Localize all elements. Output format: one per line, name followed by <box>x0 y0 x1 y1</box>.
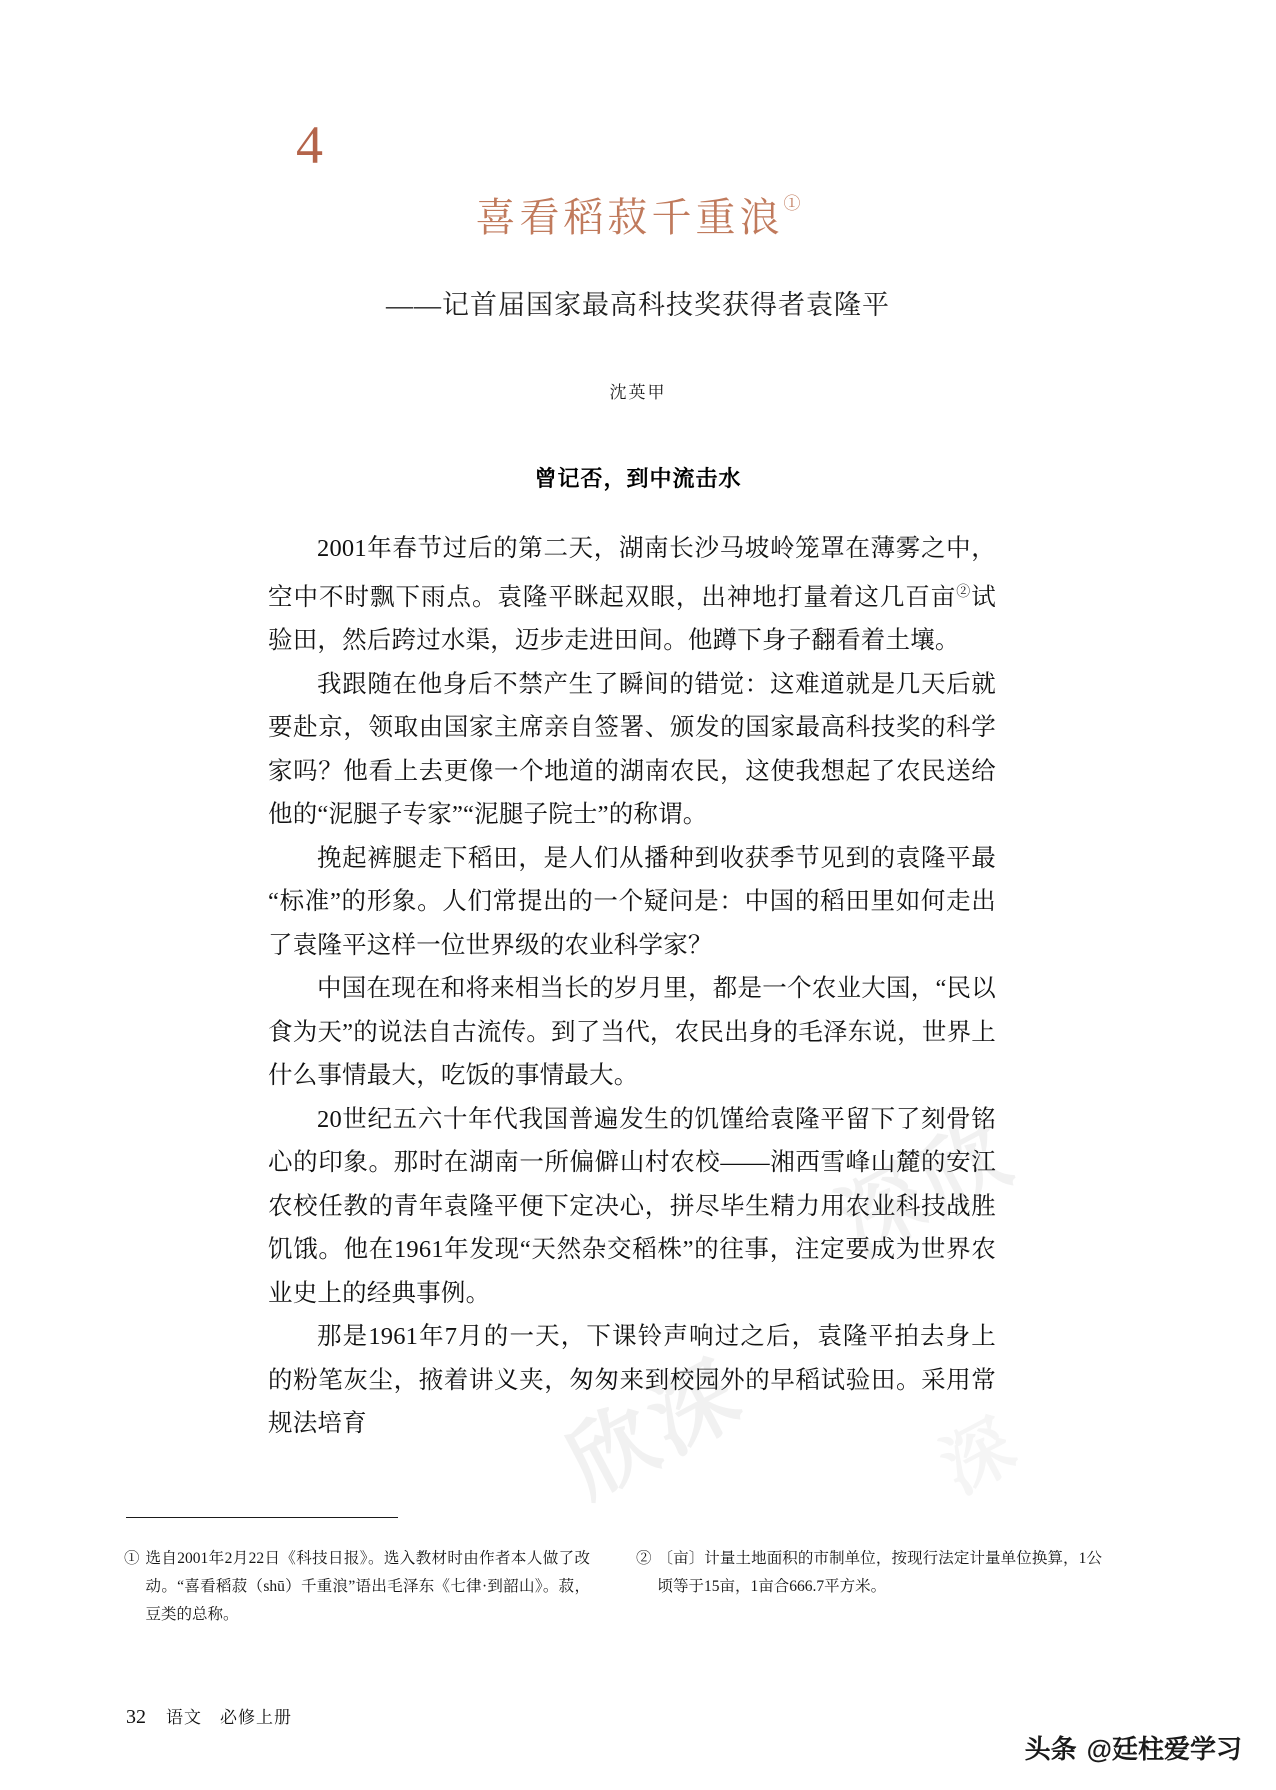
page-title <box>476 186 801 243</box>
title-block <box>0 186 1276 403</box>
watermark-text: 欣深 <box>551 1343 760 1515</box>
paragraph-text: 我跟随在他身后不禁产生了瞬间的错觉：这难道就是几天后就要赴京，领取由国家主席亲自签署、颁发的国家最高科技奖的科学家吗？他看上去更像一个地道的湖南农民，这使我想起了农民送给他的“泥腿子专家”“泥腿子院士”的称谓。 <box>268 670 996 829</box>
footnote-item <box>636 1545 1102 1629</box>
page-number: 32 <box>126 1706 146 1728</box>
paragraph-text: 中国在现在和将来相当长的岁月里，都是一个农业大国，“民以食为天”的说法自古流传。到了当代，农民出身的毛泽东说，世界上什么事情最大，吃饭的事情最大。 <box>268 975 996 1090</box>
chapter-number: 4 <box>296 115 323 175</box>
footnote-marker: ② <box>636 1550 652 1567</box>
paragraph <box>268 967 996 1098</box>
paragraph-text-cont: 试验田，然后跨过水渠，迈步走进田间。他蹲下身子翻看着土壤。 <box>268 583 996 655</box>
watermark-text: 深欣 <box>821 1103 1030 1275</box>
platform-name: 头条 <box>1024 1734 1077 1764</box>
branding <box>1025 1729 1242 1766</box>
footnote-divider <box>126 1517 398 1518</box>
watermark-text: 深 <box>929 1404 1033 1509</box>
book-label: 语文 必修上册 <box>166 1708 292 1727</box>
paragraph <box>268 663 996 837</box>
paragraph-text: 20世纪五六十年代我国普遍发生的饥馑给袁隆平留下了刻骨铭心的印象。那时在湖南一所偏僻山村农校——湘西雪峰山麓的安江农校任教的青年袁隆平便下定决心，拼尽毕生精力用农业科技战胜饥饿。他在1961年发现“天然杂交稻株”的往事，注定要成为世界农业史上的经典事例。 <box>268 1105 996 1307</box>
footnote-text: 〔亩〕计量土地面积的市制单位，按现行法定计量单位换算，1公顷等于15亩，1亩合666.7平方米。 <box>657 1550 1102 1595</box>
footnote-marker: ① <box>124 1550 140 1567</box>
paragraph-text: 那是1961年7月的一天，下课铃声响过之后，袁隆平拍去身上的粉笔灰尘，掖着讲义夹，匆匆来到校园外的早稻试验田。采用常规法培育 <box>268 1323 996 1438</box>
footnote-item <box>124 1545 590 1629</box>
author-handle: @廷柱爱学习 <box>1086 1734 1242 1764</box>
paragraph-text: 2001年春节过后的第二天，湖南长沙马坡岭笼罩在薄雾之中，空中不时飘下雨点。袁隆平眯起双眼，出神地打量着这几百亩 <box>268 535 996 611</box>
page-title-text: 喜看稻菽千重浪 <box>475 195 784 240</box>
page-footer <box>126 1703 292 1729</box>
footnote-ref: ② <box>956 584 972 600</box>
paragraph <box>268 1315 996 1446</box>
paragraph <box>268 1098 996 1316</box>
page-subtitle: ——记首届国家最高科技奖获得者袁隆平 <box>386 290 890 320</box>
footnote-text: 选自2001年2月22日《科技日报》。选入教材时由作者本人做了改动。“喜看稻菽（shū）千重浪”语出毛泽东《七律·到韶山》。菽，豆类的总称。 <box>145 1550 590 1623</box>
title-footnote-marker: ① <box>783 193 801 213</box>
author-byline: 沈英甲 <box>609 383 667 402</box>
paragraph <box>268 837 996 968</box>
section-heading: 曾记否，到中流击水 <box>534 466 742 491</box>
footnote-list <box>124 1545 1150 1629</box>
paragraph-text: 挽起裤腿走下稻田，是人们从播种到收获季节见到的袁隆平最“标准”的形象。人们常提出的一个疑问是：中国的稻田里如何走出了袁隆平这样一位世界级的农业科学家？ <box>268 844 996 959</box>
article-body <box>268 527 996 1446</box>
paragraph <box>268 527 996 663</box>
